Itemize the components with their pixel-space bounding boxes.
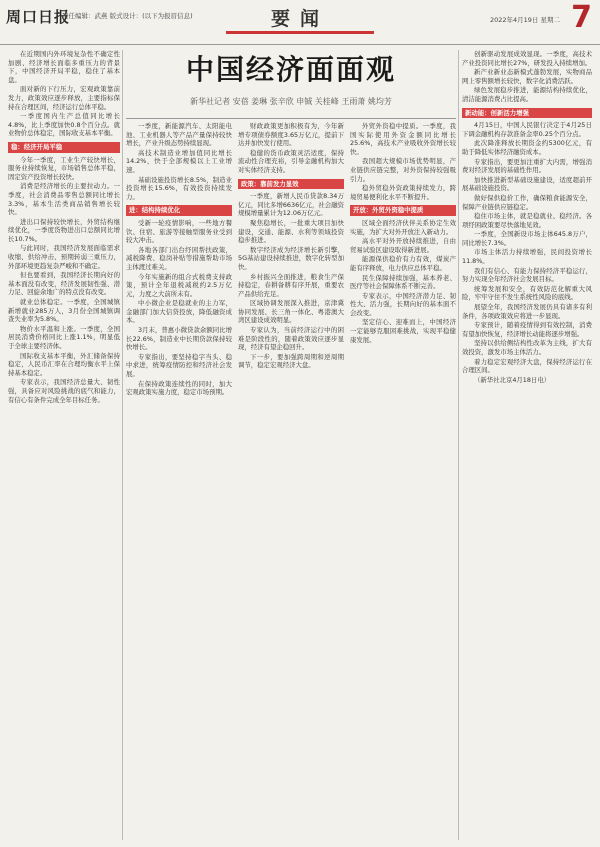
paragraph: 区域全面经济伙伴关系协定生效实施，为扩大对外开放注入新动力。 [350, 218, 456, 236]
paragraph: 财政政策更加积极有为，今年新增专项债券额度3.65万亿元，提前下达并加快发行使用。 [238, 122, 344, 148]
paragraph: 就业总体稳定。一季度，全国城镇新增就业285万人，3月份全国城镇调查失业率为5.8%。 [8, 298, 120, 324]
paragraph: 受新一轮疫情影响，一些地方餐饮、住宿、旅游等接触型服务业受到较大冲击。 [126, 218, 232, 245]
paragraph: 在保持政策连续性的同时，加大宏观政策实施力度，稳定市场预期。 [126, 379, 232, 397]
paragraph: 专家预计，随着疫情得到有效控制，消费有望加快恢复，经济增长动能将逐步增强。 [462, 321, 592, 338]
article-column-1 [8, 50, 120, 840]
paragraph: 民生保障持续加强，基本养老、医疗等社会保障体系不断完善。 [350, 273, 456, 291]
paragraph: 展望全年，我国经济发展仍具有诸多有利条件，各项政策效应将进一步显现。 [462, 303, 592, 320]
paragraph: 国际收支基本平衡，外汇储备保持稳定，人民币汇率在合理均衡水平上保持基本稳定。 [8, 351, 120, 377]
paragraph: 一季度，新增人民币贷款8.34万亿元，同比多增6636亿元，社会融资规模增量累计为12.06万亿元。 [238, 192, 344, 218]
paragraph: 但也要看到，我国经济长期向好的基本面没有改变，经济发展韧性强、潜力足、回旋余地广的特点没有改变。 [8, 271, 120, 297]
paragraph: 统筹发展和安全，有效防范化解重大风险，牢牢守住不发生系统性风险的底线。 [462, 284, 592, 302]
paragraph: 高水平对外开放持续推进，自由贸易试验区建设取得新进展。 [350, 237, 456, 254]
paragraph: 新产业新业态新模式蓬勃发展，实物商品网上零售额增长较快，数字化消费活跃。 [462, 68, 592, 85]
section-rule [226, 31, 374, 34]
paragraph: 面对新的下行压力，宏观政策靠前发力，政策效应逐步释放，主要指标保持在合理区间，经济运行总体平稳。 [8, 85, 120, 111]
paragraph: 专家认为，当前经济运行中的困难是阶段性的，随着政策效应逐步显现，经济有望企稳回升。 [238, 326, 344, 352]
paragraph: 一季度，全国新设市场主体645.8万户，同比增长7.3%。 [462, 230, 592, 247]
paragraph: 区域协调发展深入推进，京津冀协同发展、长三角一体化、粤港澳大湾区建设成效明显。 [238, 299, 344, 325]
paragraph: 稳外贸稳外资政策持续发力，跨境贸易便利化水平不断提升。 [350, 184, 456, 201]
paragraph: 专家表示，我国经济总量大、韧性强，具备应对风险挑战的底气和能力，有信心有条件完成全年目标任务。 [8, 378, 120, 404]
paragraph: 消费是经济增长的主要拉动力。一季度，社会消费品零售总额同比增长3.3%，基本生活类商品销售增长较快。 [8, 182, 120, 217]
paragraph: 物价水平温和上涨。一季度，全国居民消费价格同比上涨1.1%，明显低于全球主要经济体。 [8, 324, 120, 350]
paragraph: 市场主体活力持续增强，民间投资增长11.8%。 [462, 248, 592, 266]
paragraph: 能源保供稳价有力有效，煤炭产能有序释放，电力供应总体平稳。 [350, 255, 456, 272]
article-column-5 [462, 50, 592, 840]
article-column-3 [238, 122, 344, 840]
issue-date: 2022年4月19日 星期二 [489, 16, 560, 24]
paragraph: 在近期国内外环境复杂性不确定性加剧、经济增长面临多重压力的背景下，中国经济开局平稳，稳住了基本盘。 [8, 50, 120, 84]
newspaper-logo: 周口日报 [6, 8, 71, 26]
paragraph: 4月15日，中国人民银行决定于4月25日下调金融机构存款准备金率0.25个百分点。 [462, 121, 592, 138]
paragraph: 数字经济成为经济增长新引擎，5G基站建设持续推进，数字化转型加快。 [238, 245, 344, 271]
headline-block [126, 46, 456, 119]
article-byline: 新华社记者 安蓓 姜琳 张辛欣 申铖 关桂峰 王雨萧 姚均芳 [190, 97, 392, 106]
section-title: 要闻 [270, 8, 329, 30]
paragraph: （新华社北京4月18日电） [474, 375, 551, 384]
paragraph: 一季度国内生产总值同比增长4.8%，比上季度加快0.8个百分点。就业物价总体稳定，国际收支基本平衡。 [8, 112, 120, 138]
paragraph: 基础设施投资增长8.5%，制造业投资增长15.6%，有效投资持续发力。 [126, 175, 232, 201]
paragraph: 绿色发展稳步推进，能源结构持续优化，清洁能源消费占比提高。 [462, 86, 592, 103]
paragraph: 加快推进新型基础设施建设，适度超前开展基础设施投资。 [462, 175, 592, 193]
section-subhead: 新动能：创新活力增强 [462, 108, 592, 119]
article-headline: 中国经济面面观 [185, 53, 396, 86]
paragraph: 创新驱动发展成效显现。一季度，高技术产业投资同比增长27%，研发投入持续增加。 [462, 50, 592, 67]
paragraph: 高技术制造业增加值同比增长14.2%，快于全部规模以上工业增速。 [126, 148, 232, 174]
paragraph: 与此同时，我国经济发展面临需求收缩、供给冲击、预期转弱三重压力，外部环境更趋复杂严峻和不确定。 [8, 244, 120, 270]
page-number: 7 [571, 0, 592, 35]
masthead [0, 0, 600, 45]
masthead-meta: 责任编辑：武燕 版式设计：(以下为报眉信息) [62, 12, 193, 20]
paragraph: 中小微企业是稳就业的主力军，金融部门加大信贷投放，降低融资成本。 [126, 299, 232, 325]
paragraph: 聚焦稳增长，一批重大项目加快建设，交通、能源、水利等领域投资稳步推进。 [238, 218, 344, 245]
paragraph: 乡村振兴全面推进，粮食生产保持稳定，春耕备耕有序开展，重要农产品供给充足。 [238, 272, 344, 298]
paragraph: 专家指出，要坚持稳字当头、稳中求进，统筹疫情防控和经济社会发展。 [126, 352, 232, 379]
article-column-2 [126, 122, 232, 840]
paragraph: 进出口保持较快增长，外贸结构继续优化，一季度货物进出口总额同比增长10.7%。 [8, 217, 120, 243]
paragraph: 此次降准释放长期资金约5300亿元，有助于降低实体经济融资成本。 [462, 139, 592, 156]
paragraph: 外贸外资稳中提质。一季度，我国实际使用外资金额同比增长25.6%，高技术产业吸收外资增长较快。 [350, 122, 456, 156]
paragraph: 稳健的货币政策灵活适度，保持流动性合理充裕，引导金融机构加大对实体经济支持。 [238, 148, 344, 174]
section-subhead: 开放：外贸外资稳中提质 [350, 205, 456, 216]
section-subhead: 政策：靠前发力显效 [238, 179, 344, 190]
paragraph: 今年实施新的组合式税费支持政策，预计全年退税减税约2.5万亿元，力度之大前所未有。 [126, 272, 232, 298]
paragraph: 坚定信心、迎难而上，中国经济一定能够克服困难挑战，实现平稳健康发展。 [350, 318, 456, 344]
paragraph: 各地各部门出台纾困帮扶政策，减税降费、稳岗补贴等措施帮助市场主体渡过难关。 [126, 245, 232, 271]
paragraph: 3月末，普惠小微贷款余额同比增长22.6%，制造业中长期贷款保持较快增长。 [126, 326, 232, 352]
paragraph: 坚持以供给侧结构性改革为主线，扩大有效投资，激发市场主体活力。 [462, 339, 592, 356]
article-column-4 [350, 122, 456, 840]
section-subhead: 进：结构持续优化 [126, 205, 232, 216]
column-divider [458, 50, 459, 840]
paragraph: 专家表示，中国经济潜力足、韧性大、活力强，长期向好的基本面不会改变。 [350, 291, 456, 317]
paragraph: 稳住市场主体，就是稳就业、稳经济。各项纾困政策要尽快落地见效。 [462, 212, 592, 229]
paragraph: 我国超大规模市场优势明显，产业链供应链完整，对外资保持较强吸引力。 [350, 157, 456, 183]
column-divider [122, 50, 123, 840]
paragraph: 一季度，新能源汽车、太阳能电池、工业机器人等产品产量保持较快增长，产业升级态势持续显现。 [126, 122, 232, 148]
paragraph: 下一步，要加强跨周期和逆周期调节，稳定宏观经济大盘。 [238, 352, 344, 370]
paragraph: 今年一季度，工业生产较快增长，服务业持续恢复，市场销售总体平稳，固定资产投资增长较快。 [8, 155, 120, 181]
paragraph: 做好保供稳价工作，确保粮食能源安全，保障产业链供应链稳定。 [462, 193, 592, 211]
paragraph: 着力稳定宏观经济大盘，保持经济运行在合理区间。 [462, 357, 592, 375]
paragraph: 我们有信心、有能力保持经济平稳运行，努力实现全年经济社会发展目标。 [462, 266, 592, 284]
paragraph: 专家指出，要更加注重扩大内需，增强消费对经济发展的基础性作用。 [462, 157, 592, 175]
section-subhead: 稳：经济开局平稳 [8, 142, 120, 153]
